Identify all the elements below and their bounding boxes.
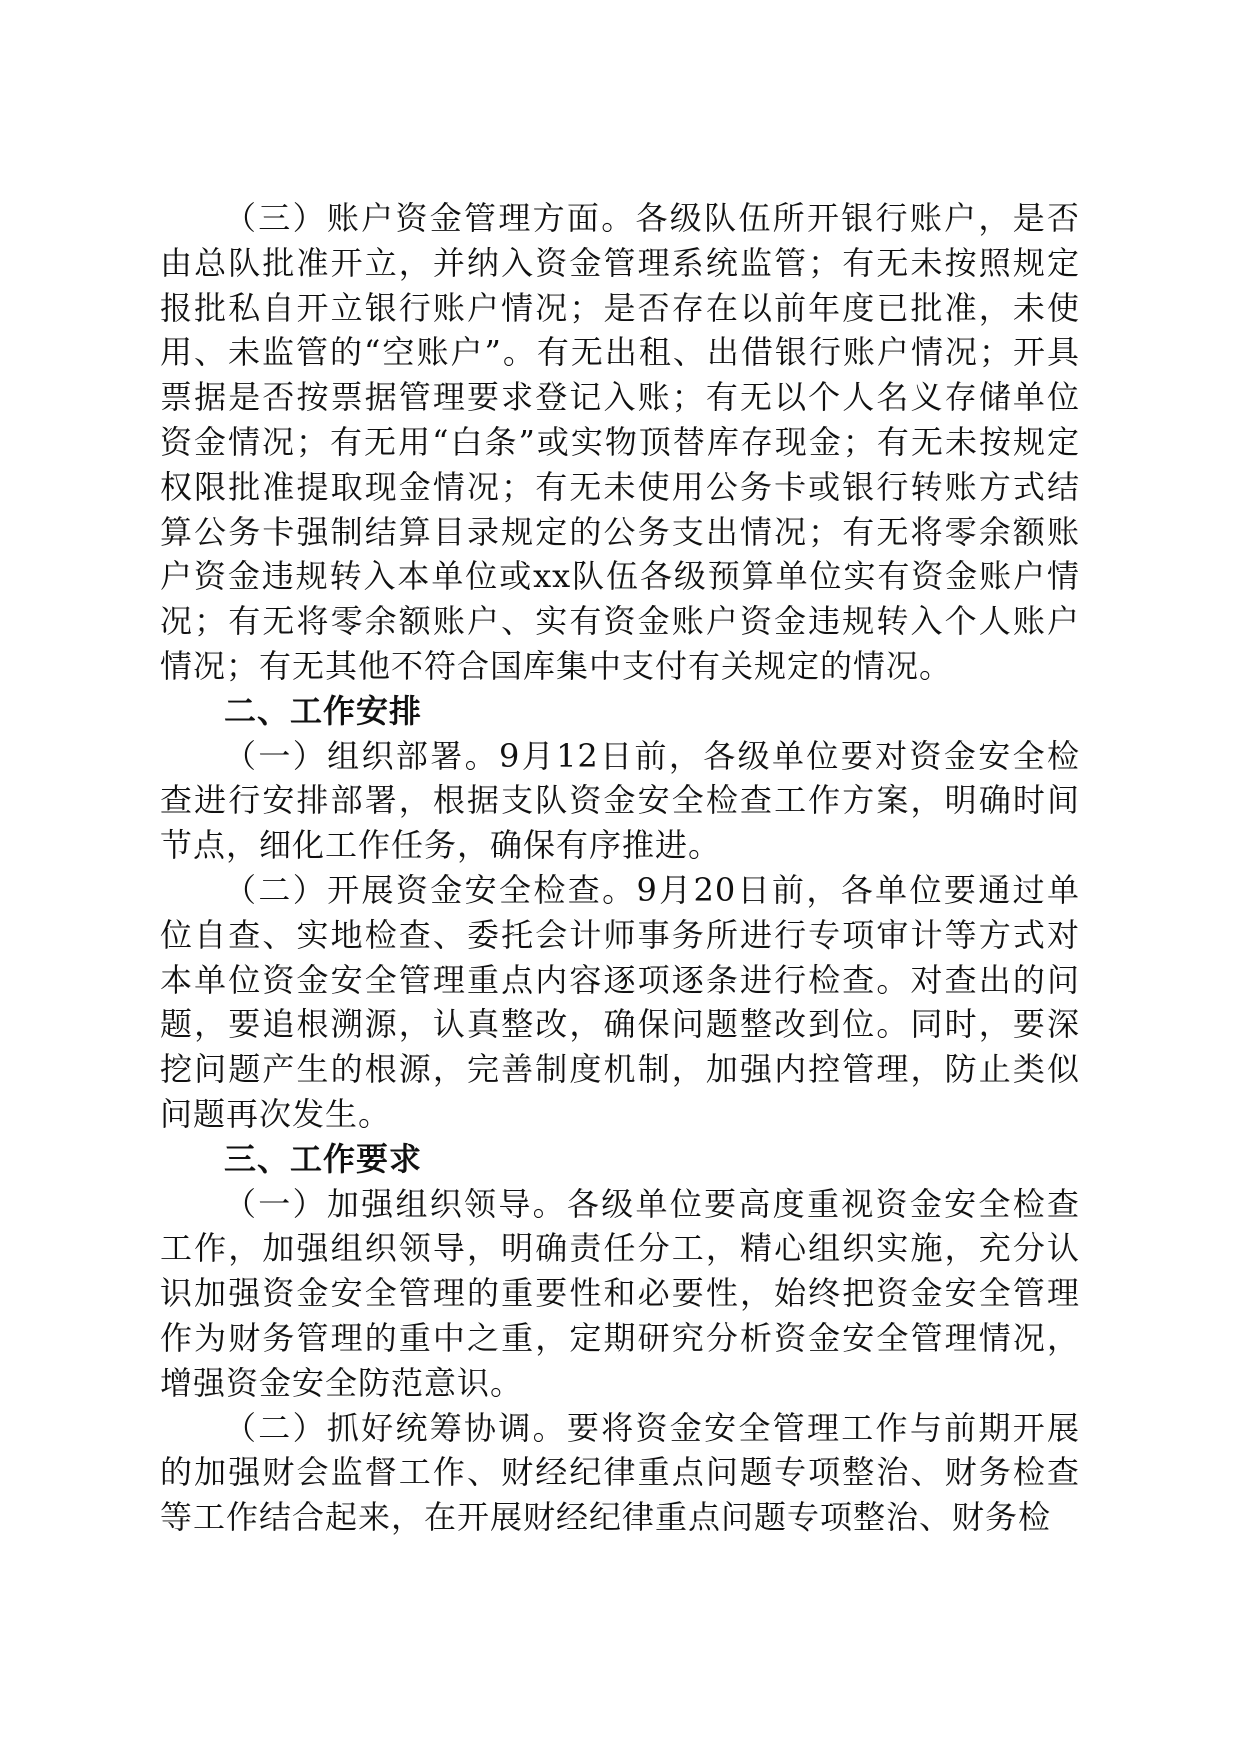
paragraph-strengthen-leadership: （一）加强组织领导。各级单位要高度重视资金安全检查工作，加强组织领导，明确责任分工，精心组织实施，充分认识加强资金安全管理的重要性和必要性，始终把资金安全管理作为财务管理的重中之重，定期研究分析资金安全管理情况，增强资金安全防范意识。 [160, 1184, 1080, 1402]
paragraph-account-fund-management: （三）账户资金管理方面。各级队伍所开银行账户，是否由总队批准开立，并纳入资金管理系统监管；有无未按照规定报批私自开立银行账户情况；是否存在以前年度已批准，未使用、未监管的“空账户”。有无出租、出借银行账户情况；开具票据是否按票据管理要求登记入账；有无以个人名义存储单位资金情况；有无用“白条”或实物顶替库存现金；有无未按规定权限批准提取现金情况；有无未使用公务卡或银行转账方式结算公务卡强制结算目录规定的公务支出情况；有无将零余额账户资金违规转入本单位或xx队伍各级预算单位实有资金账户情况；有无将零余额账户、实有资金账户资金违规转入个人账户情况；有无其他不符合国库集中支付有关规定的情况。 [160, 199, 1080, 685]
section-heading-work-arrangement: 二、工作安排 [224, 691, 423, 730]
section-heading-work-requirements: 三、工作要求 [224, 1139, 423, 1178]
paragraph-coordination: （二）抓好统筹协调。要将资金安全管理工作与前期开展的加强财会监督工作、财经纪律重点问题专项整治、财务检查等工作结合起来，在开展财经纪律重点问题专项整治、财务检 [160, 1408, 1080, 1537]
document-body [160, 196, 1080, 1540]
paragraph-organize-deploy: （一）组织部署。9月12日前，各级单位要对资金安全检查进行安排部署，根据支队资金安全检查工作方案，明确时间节点，细化工作任务，确保有序推进。 [160, 736, 1080, 865]
paragraph-fund-safety-inspection: （二）开展资金安全检查。9月20日前，各单位要通过单位自查、实地检查、委托会计师事务所进行专项审计等方式对本单位资金安全管理重点内容逐项逐条进行检查。对查出的问题，要追根溯源，认真整改，确保问题整改到位。同时，要深挖问题产生的根源，完善制度机制，加强内控管理，防止类似问题再次发生。 [160, 870, 1080, 1133]
